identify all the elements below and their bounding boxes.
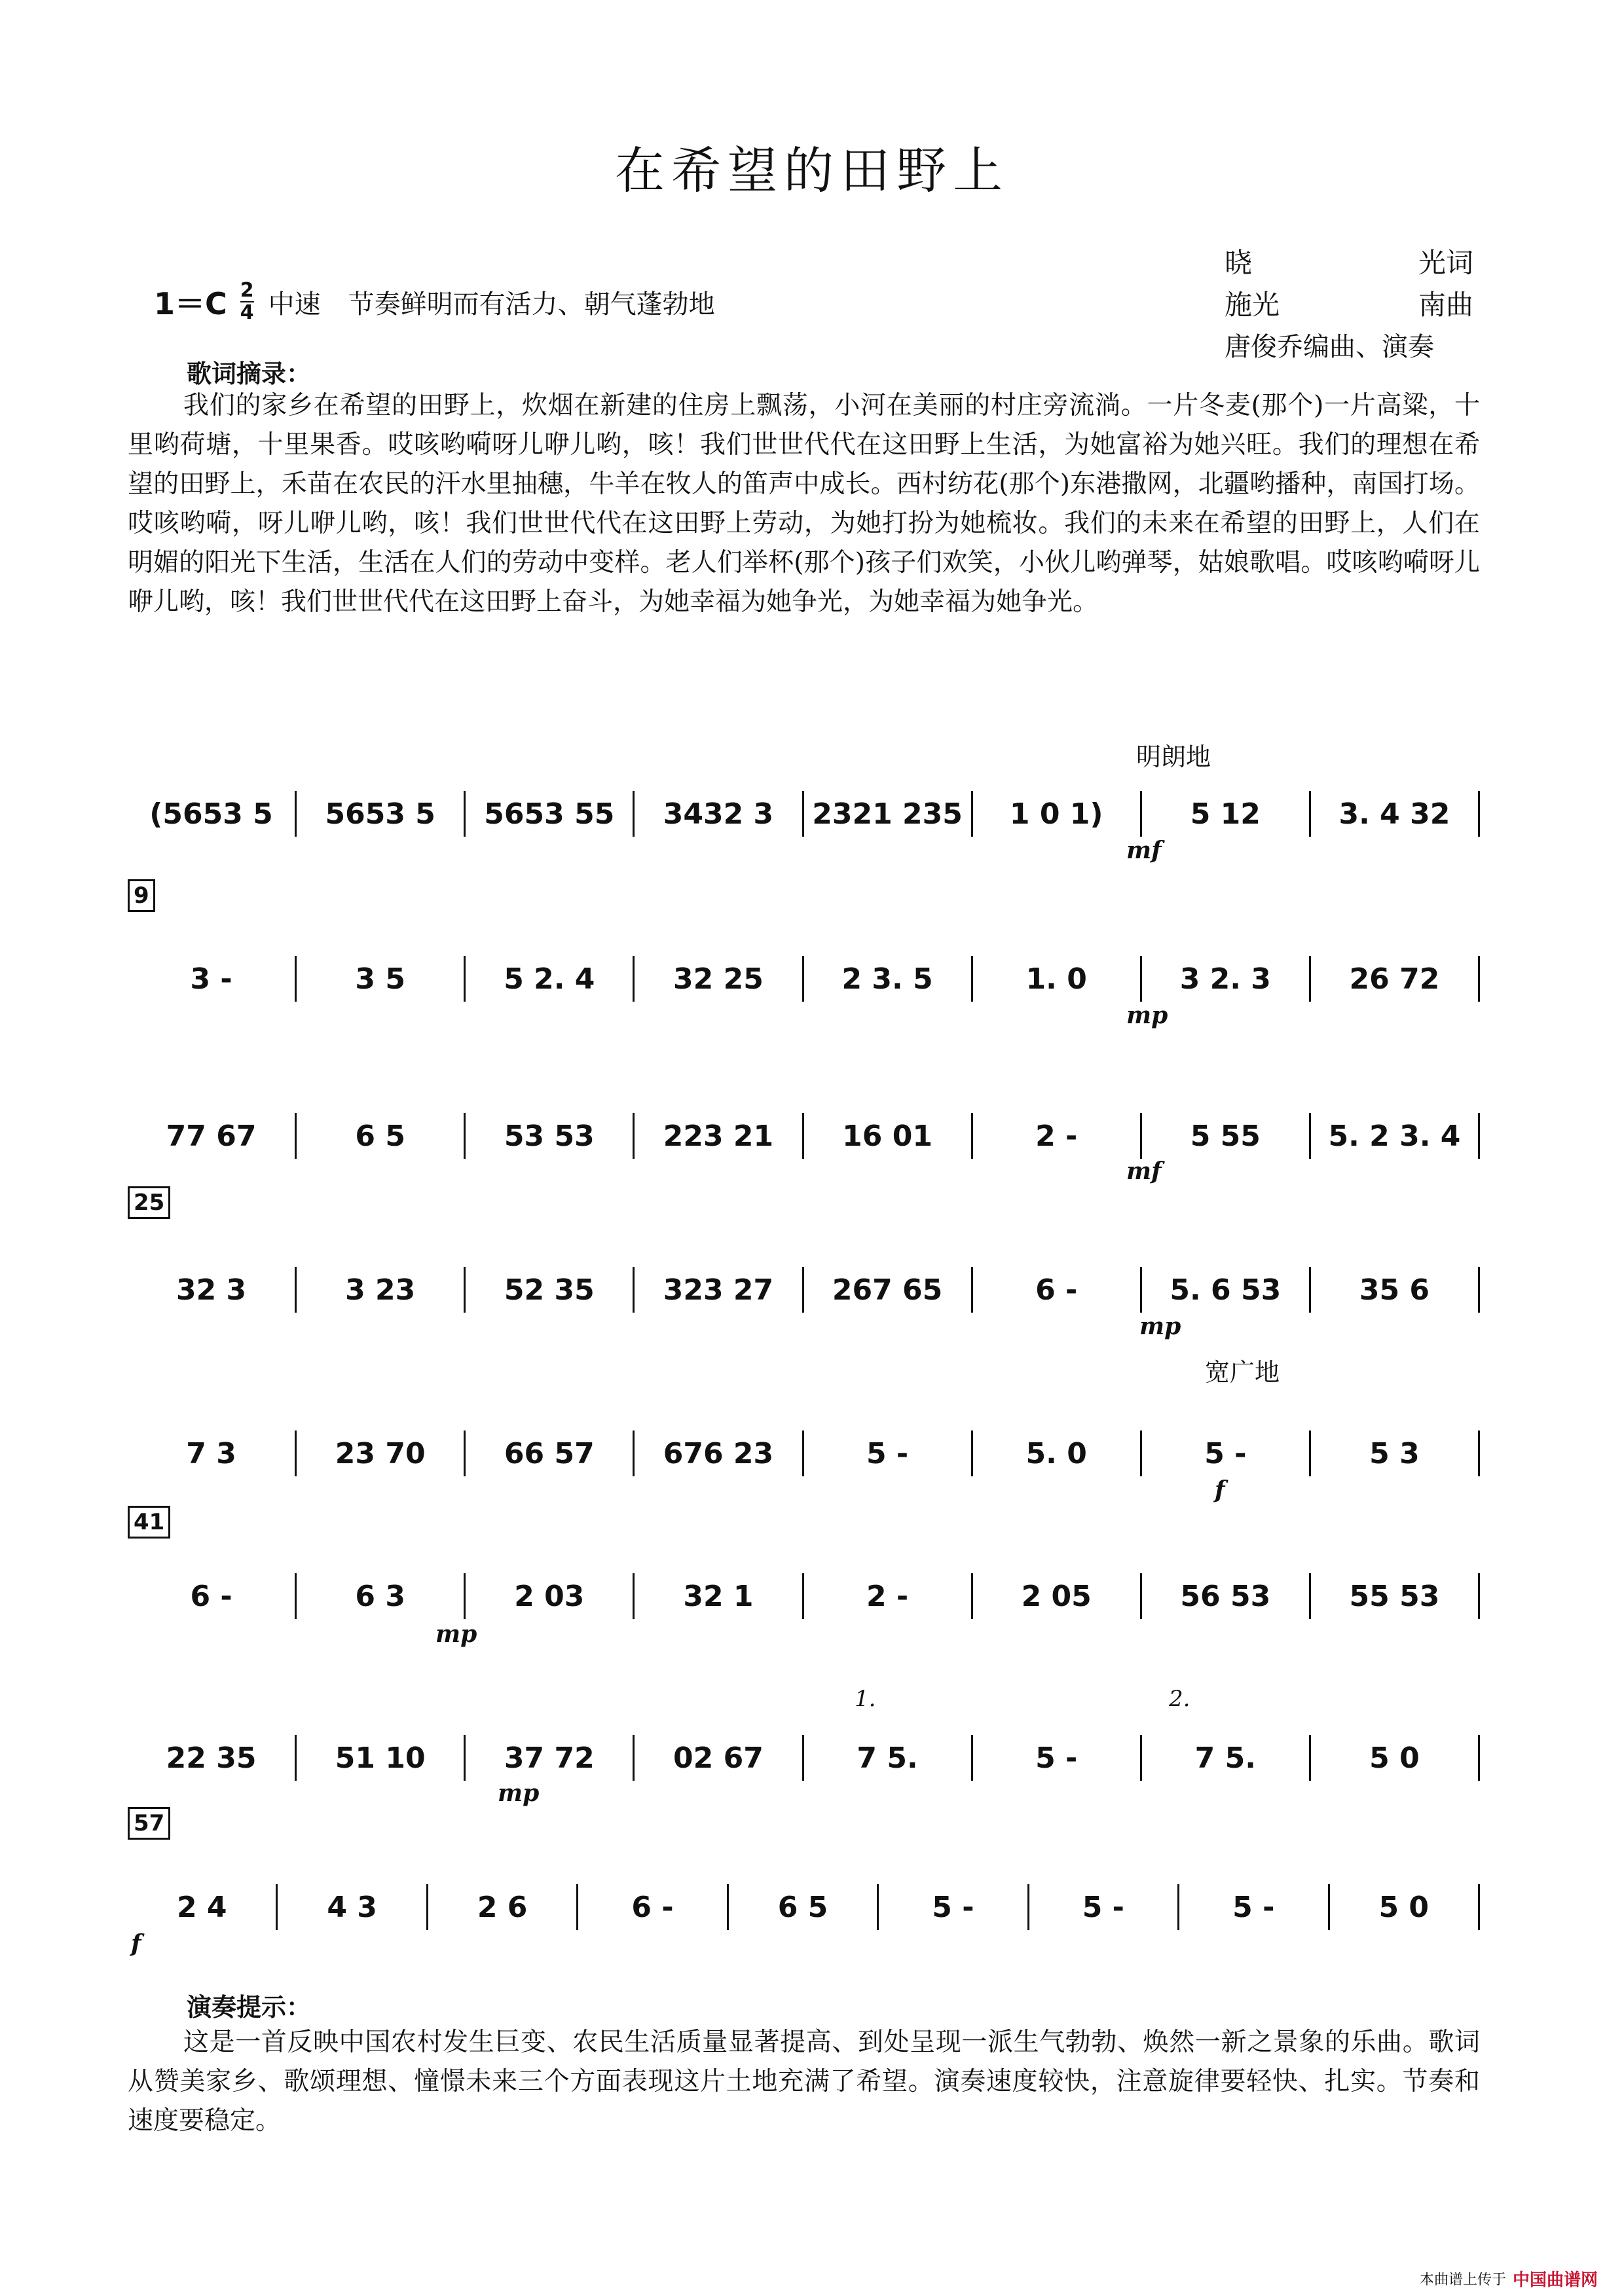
score-row-3 [128,1106,1480,1165]
measure: 5. 6 53 [1142,1267,1311,1313]
dynamic-mark: mp [498,1779,540,1807]
measure: 2 4 [128,1884,278,1930]
page-title: 在希望的田野上 [615,141,1009,200]
lyricist-role: 光词 [1418,247,1473,279]
expression-broad: 宽广地 [1205,1358,1280,1387]
key-tempo-line [154,280,715,323]
score-row-5 [128,1424,1480,1483]
time-signature-bottom: 4 [240,301,254,324]
measure: 52 35 [466,1267,635,1313]
measure: 6 - [578,1884,728,1930]
dynamic-mark: mp [1139,1313,1181,1340]
measure: 51 10 [297,1735,466,1781]
measure: 5 55 [1142,1113,1311,1159]
dynamic-mark: mp [435,1620,477,1648]
measure: 7 5. [804,1735,973,1781]
measure: 5 - [1142,1430,1311,1476]
measure: 5 - [973,1735,1142,1781]
dynamic-mark: mf [1126,1157,1162,1185]
first-ending-label: 1. [855,1686,876,1712]
score-row-2 [128,949,1480,1008]
measure: 6 5 [729,1884,879,1930]
measure: 7 5. [1142,1735,1311,1781]
score-row-4 [128,1260,1480,1319]
measure: 5 12 [1142,791,1311,837]
performance-notes-label: 演奏提示： [187,1993,312,2022]
site-logo: 中国曲谱网 [1512,2270,1598,2290]
measure: 53 53 [466,1113,635,1159]
measure: 3. 4 32 [1311,791,1480,837]
measure: 6 - [128,1573,297,1619]
credits [1225,242,1473,368]
measure: 77 67 [128,1113,297,1159]
measure: 26 72 [1311,956,1480,1002]
tempo-marking: 中速 [268,289,321,319]
measure: 5 0 [1311,1735,1480,1781]
rehearsal-mark-41: 41 [128,1506,170,1539]
composer-credit [1225,284,1473,326]
measure: 35 6 [1311,1267,1480,1313]
measure: 55 53 [1311,1573,1480,1619]
measure: 5653 5 [297,791,466,837]
measure: 223 21 [635,1113,803,1159]
measure: 5 - [1179,1884,1329,1930]
measure: 37 72 [466,1735,635,1781]
measure: 5 - [804,1430,973,1476]
composer-name: 施光 [1225,289,1280,321]
lyricist-credit [1225,242,1473,284]
measure: 323 27 [635,1267,803,1313]
time-signature-top: 2 [240,279,254,302]
measure: 32 25 [635,956,803,1002]
lyrics-paragraph: 我们的家乡在希望的田野上，炊烟在新建的住房上飘荡，小河在美丽的村庄旁流淌。一片冬麦(那个)一片高粱，十里哟荷塘，十里果香。哎咳哟嗬呀儿咿儿哟，咳！我们世世代代在这田野上生活，为她富裕为她兴旺。我们的理想在希望的田野上，禾苗在农民的汗水里抽穗，牛羊在牧人的笛声中成长。西村纺花(那个)东港撒网，北疆哟播种，南国打场。哎咳哟嗬，呀儿咿儿哟，咳！我们世世代代在这田野上劳动，为她打扮为她梳妆。我们的未来在希望的田野上，人们在明媚的阳光下生活，生活在人们的劳动中变样。老人们举杯(那个)孩子们欢笑，小伙儿哟弹琴，姑娘歌唱。哎咳哟嗬呀儿咿儿哟，咳！我们世世代代在这田野上奋斗，为她幸福为她争光，为她幸福为她争光。 [128,391,1480,617]
lyrics-label: 歌词摘录： [187,359,312,388]
dynamic-mark: mp [1126,1002,1168,1029]
measure: 2 - [973,1113,1142,1159]
measure: 5. 2 3. 4 [1311,1113,1480,1159]
measure: 676 23 [635,1430,803,1476]
time-signature [240,280,254,323]
arranger-credit [1225,326,1473,368]
measure: 16 01 [804,1113,973,1159]
footer [1420,2267,1598,2291]
measure: 1. 0 [973,956,1142,1002]
measure: 5 - [879,1884,1029,1930]
measure: 02 67 [635,1735,803,1781]
measure: 3 5 [297,956,466,1002]
measure: 23 70 [297,1430,466,1476]
dynamic-mark: f [131,1930,141,1958]
measure: 6 3 [297,1573,466,1619]
measure: 6 5 [297,1113,466,1159]
measure: 1 0 1) [973,791,1142,837]
measure: 2 05 [973,1573,1142,1619]
measure: 7 3 [128,1430,297,1476]
measure: 2321 235 [804,791,973,837]
score-row-8 [128,1878,1480,1937]
measure: 22 35 [128,1735,297,1781]
measure: 2 - [804,1573,973,1619]
footer-upload-text: 本曲谱上传于 [1419,2272,1506,2288]
measure: 66 57 [466,1430,635,1476]
measure: 56 53 [1142,1573,1311,1619]
dynamic-mark: f [1215,1476,1225,1504]
measure: 5653 55 [466,791,635,837]
measure: 6 - [973,1267,1142,1313]
measure: 5 - [1029,1884,1179,1930]
final-measure: 5 0 [1330,1884,1480,1930]
rehearsal-mark-9: 9 [128,879,155,912]
expression-bright: 明朗地 [1136,742,1211,771]
measure: 5. 0 [973,1430,1142,1476]
measure: 2 03 [466,1573,635,1619]
score-row-1 [128,784,1480,843]
measure: 3 23 [297,1267,466,1313]
lyricist-name: 晓 [1225,247,1253,279]
measure: (5653 5 [128,791,297,837]
measure: 5 3 [1311,1430,1480,1476]
rehearsal-mark-57: 57 [128,1807,170,1840]
performance-notes-paragraph: 这是一首反映中国农村发生巨变、农民生活质量显著提高、到处呈现一派生气勃勃、焕然一新之景象的乐曲。歌词从赞美家乡、歌颂理想、憧憬未来三个方面表现这片土地充满了希望。演奏速度较快，注意旋律要轻快、扎实。节奏和速度要稳定。 [128,2028,1480,2136]
measure: 32 1 [635,1573,803,1619]
measure: 267 65 [804,1267,973,1313]
score-row-7 [128,1728,1480,1787]
measure: 3 2. 3 [1142,956,1311,1002]
score-row-6 [128,1567,1480,1626]
measure: 5 2. 4 [466,956,635,1002]
measure: 3432 3 [635,791,803,837]
second-ending-label: 2. [1169,1686,1190,1712]
measure: 4 3 [278,1884,428,1930]
measure: 32 3 [128,1267,297,1313]
measure: 2 3. 5 [804,956,973,1002]
character-marking: 节奏鲜明而有活力、朝气蓬勃地 [348,289,715,319]
dynamic-mark: mf [1126,837,1162,864]
rehearsal-mark-25: 25 [128,1186,170,1219]
key-signature: 1＝C [154,286,227,321]
arranger-text: 唐俊乔编曲、演奏 [1225,332,1434,362]
measure: 2 6 [428,1884,578,1930]
composer-role: 南曲 [1418,289,1473,321]
measure: 3 - [128,956,297,1002]
